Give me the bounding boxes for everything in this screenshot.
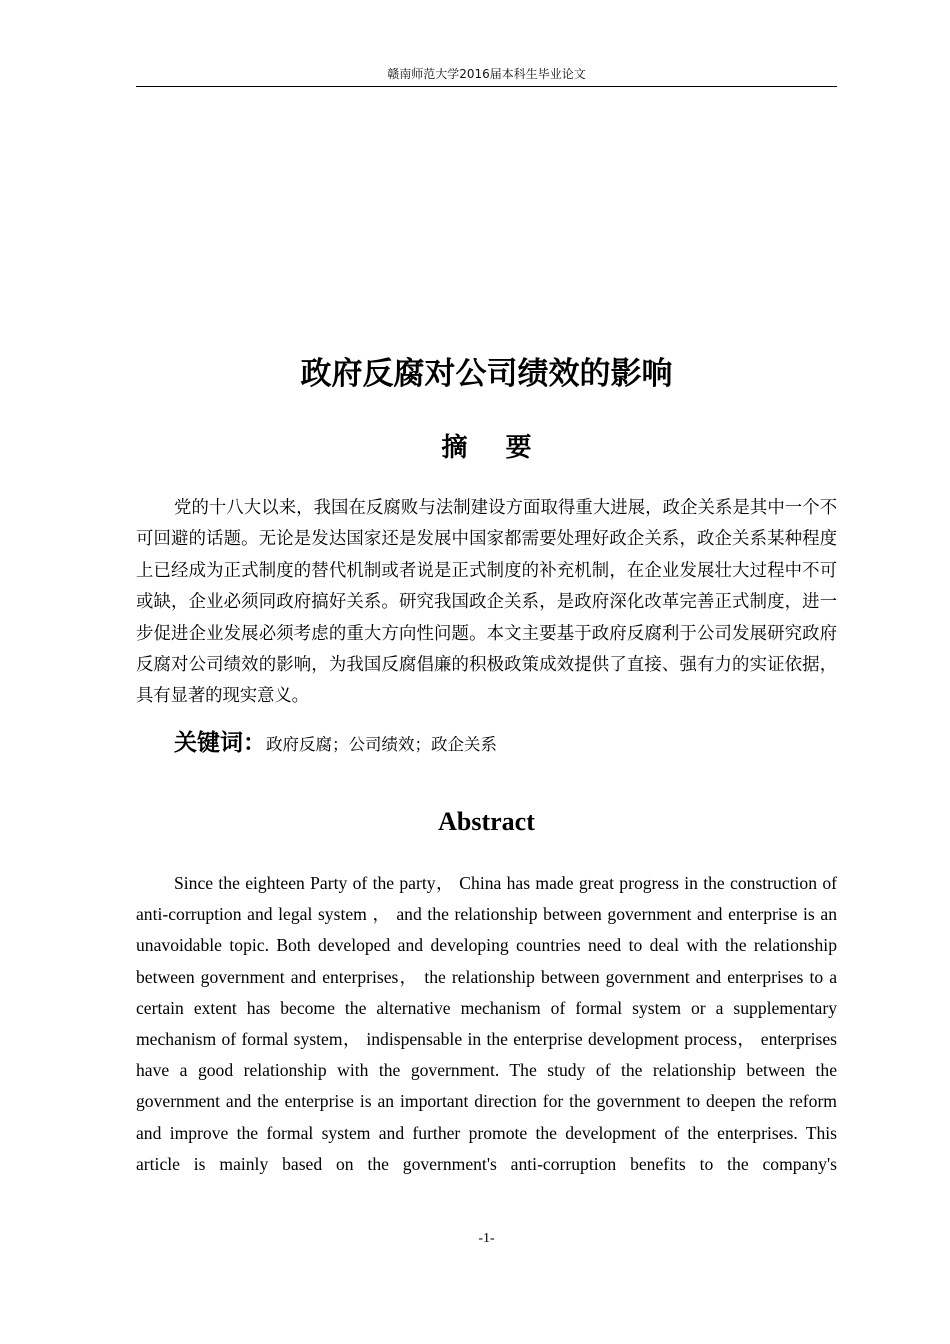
keywords-text: 政府反腐；公司绩效；政企关系 <box>266 735 497 754</box>
keywords-label: 关键词： <box>174 730 266 756</box>
chinese-abstract-heading: 摘要 <box>441 433 570 463</box>
english-abstract-body: Since the eighteen Party of the party， China has made great progress in the construction of anti-corruption and legal system ， and the relationship between government and enterprise is an unavoidable topic. Both developed and developing countries need to deal with the relationship between government and enterprises， the relationship between government and enterprises to a certain extent has become the alternative mechanism of formal system or a supplementary mechanism of formal system， indispensable in the enterprise development process， enterprises have a good relationship with the government. The study of the relationship between the government and the enterprise is an important direction for the government to deepen the reform and improve the formal system and further promote the development of the enterprises. This article is mainly based on the government's anti-corruption benefits to the company's <box>136 873 837 1174</box>
paper-title: 政府反腐对公司绩效的影响 <box>300 356 673 392</box>
running-header: 赣南师范大学2016届本科生毕业论文 <box>387 67 586 81</box>
page-number: -1- <box>478 1231 495 1246</box>
chinese-abstract-body: 党的十八大以来，我国在反腐败与法制建设方面取得重大进展，政企关系是其中一个不可回避的话题。无论是发达国家还是发展中国家都需要处理好政企关系，政企关系某种程度上已经成为正式制度的替代机制或者说是正式制度的补充机制，在企业发展壮大过程中不可或缺，企业必须同政府搞好关系。研究我国政企关系，是政府深化改革完善正式制度，进一步促进企业发展必须考虑的重大方向性问题。本文主要基于政府反腐利于公司发展研究政府反腐对公司绩效的影响，为我国反腐倡廉的积极政策成效提供了直接、强有力的实证依据，具有显著的现实意义。 <box>136 498 837 707</box>
english-abstract-heading: Abstract <box>438 807 535 836</box>
keywords-line <box>174 724 837 757</box>
header-divider <box>136 86 837 87</box>
